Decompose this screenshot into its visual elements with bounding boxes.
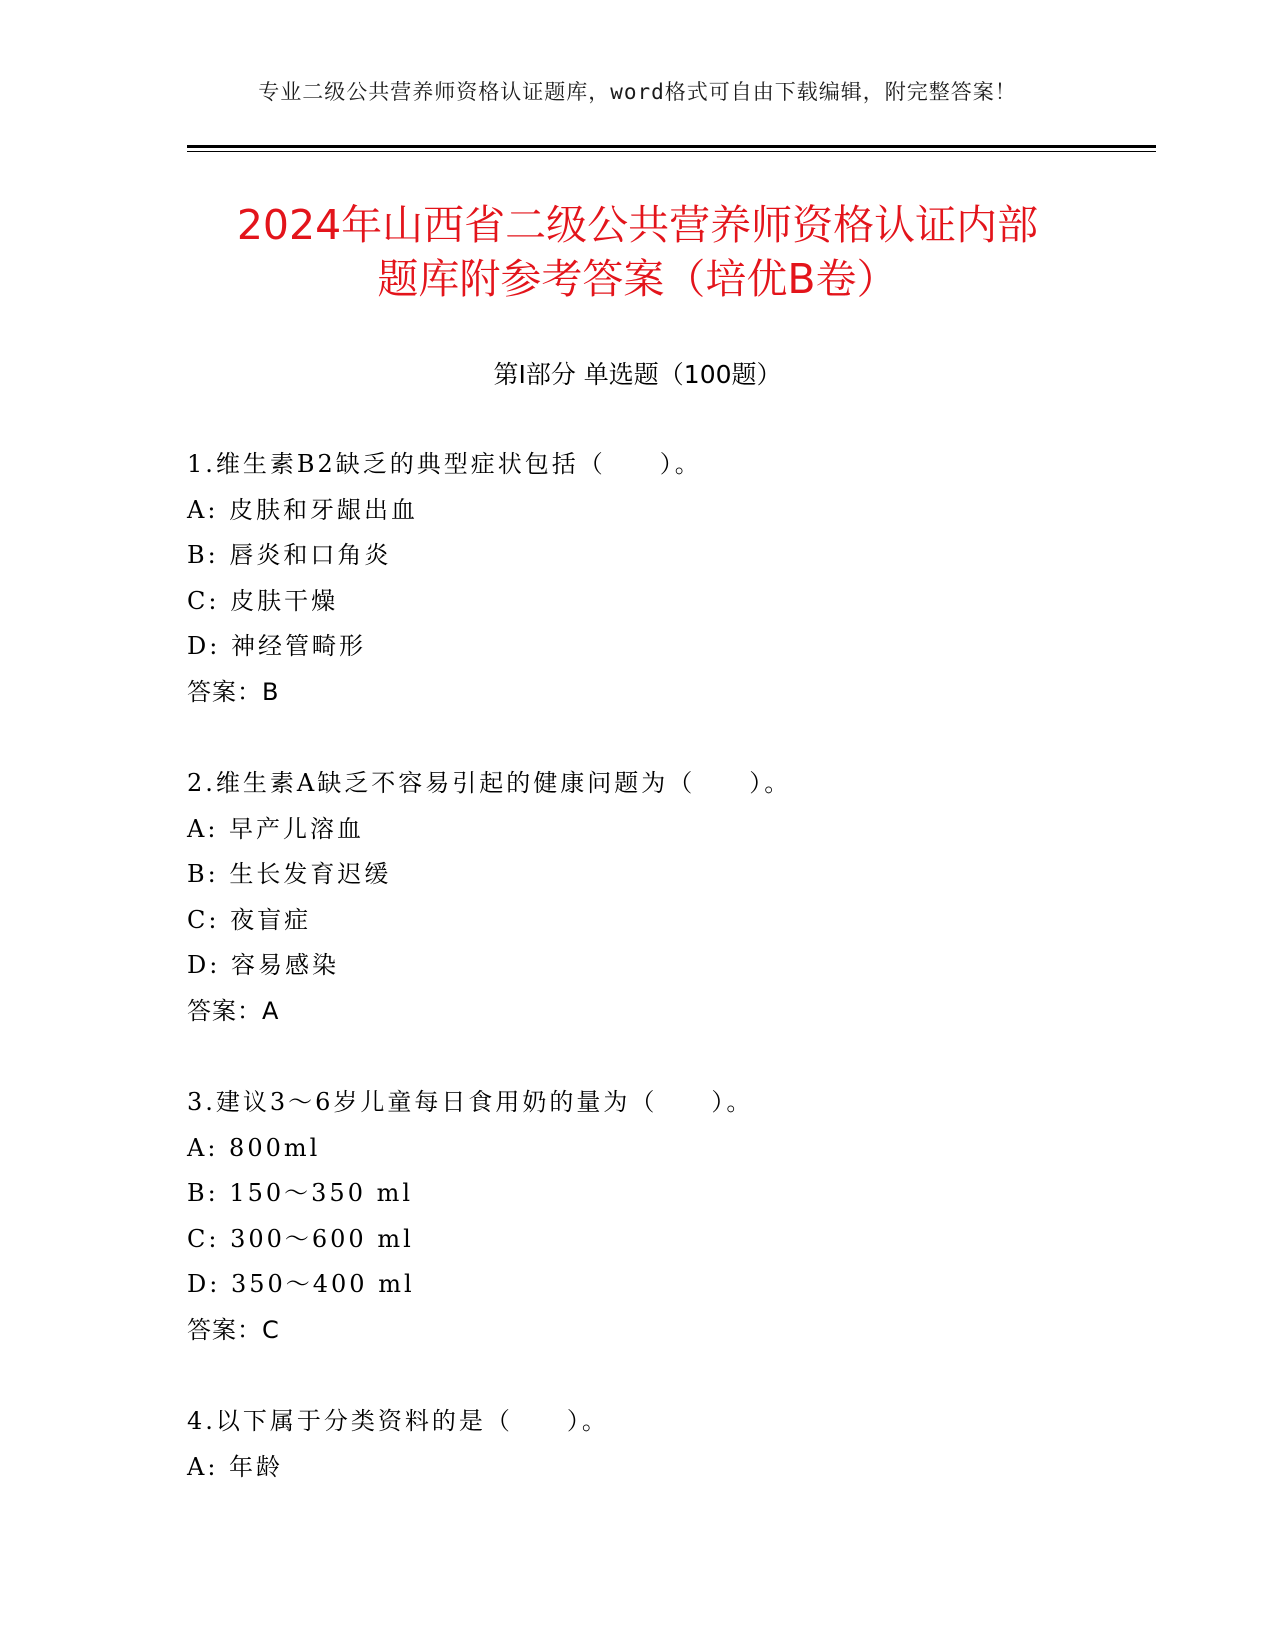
answer: 答案：C bbox=[187, 1315, 280, 1344]
question-1 bbox=[187, 442, 1147, 715]
option-c: C: 夜盲症 bbox=[187, 905, 312, 934]
document-title bbox=[150, 198, 1125, 306]
option-b: B: 唇炎和口角炎 bbox=[187, 541, 392, 569]
document-title-line-2: 题库附参考答案（培优B卷） bbox=[377, 255, 898, 303]
question-4 bbox=[187, 1399, 1147, 1490]
page-header: 专业二级公共营养师资格认证题库，word格式可自由下载编辑，附完整答案！ bbox=[258, 80, 1017, 104]
document-title-line-1: 2024年山西省二级公共营养师资格认证内部 bbox=[236, 201, 1039, 249]
option-b: B: 生长发育迟缓 bbox=[187, 860, 392, 888]
option-a: A: 年龄 bbox=[187, 1452, 284, 1481]
question-2 bbox=[187, 761, 1147, 1034]
question-3 bbox=[187, 1080, 1147, 1353]
option-d: D: 神经管畸形 bbox=[187, 632, 366, 660]
option-c: C: 皮肤干燥 bbox=[187, 586, 339, 615]
option-d: D: 容易感染 bbox=[187, 951, 339, 979]
option-c: C: 300～600 ml bbox=[187, 1224, 414, 1253]
question-stem: 1.维生素B2缺乏的典型症状包括（ ）。 bbox=[187, 450, 702, 478]
answer: 答案：A bbox=[187, 996, 280, 1025]
answer: 答案：B bbox=[187, 677, 280, 706]
question-stem: 4.以下属于分类资料的是（ ）。 bbox=[187, 1407, 609, 1435]
option-a: A: 皮肤和牙龈出血 bbox=[187, 495, 419, 524]
option-d: D: 350～400 ml bbox=[187, 1270, 415, 1298]
header-rule-thick bbox=[187, 145, 1156, 148]
header-rule-thin bbox=[187, 151, 1156, 152]
option-b: B: 150～350 ml bbox=[187, 1179, 414, 1207]
question-stem: 3.建议3～6岁儿童每日食用奶的量为（ ）。 bbox=[187, 1088, 754, 1116]
option-a: A: 早产儿溶血 bbox=[187, 814, 365, 843]
question-stem: 2.维生素A缺乏不容易引起的健康问题为（ ）。 bbox=[187, 769, 792, 797]
question-list bbox=[187, 442, 1147, 1536]
section-title: 第Ⅰ部分 单选题（100题） bbox=[493, 360, 782, 389]
option-a: A: 800ml bbox=[187, 1133, 321, 1162]
